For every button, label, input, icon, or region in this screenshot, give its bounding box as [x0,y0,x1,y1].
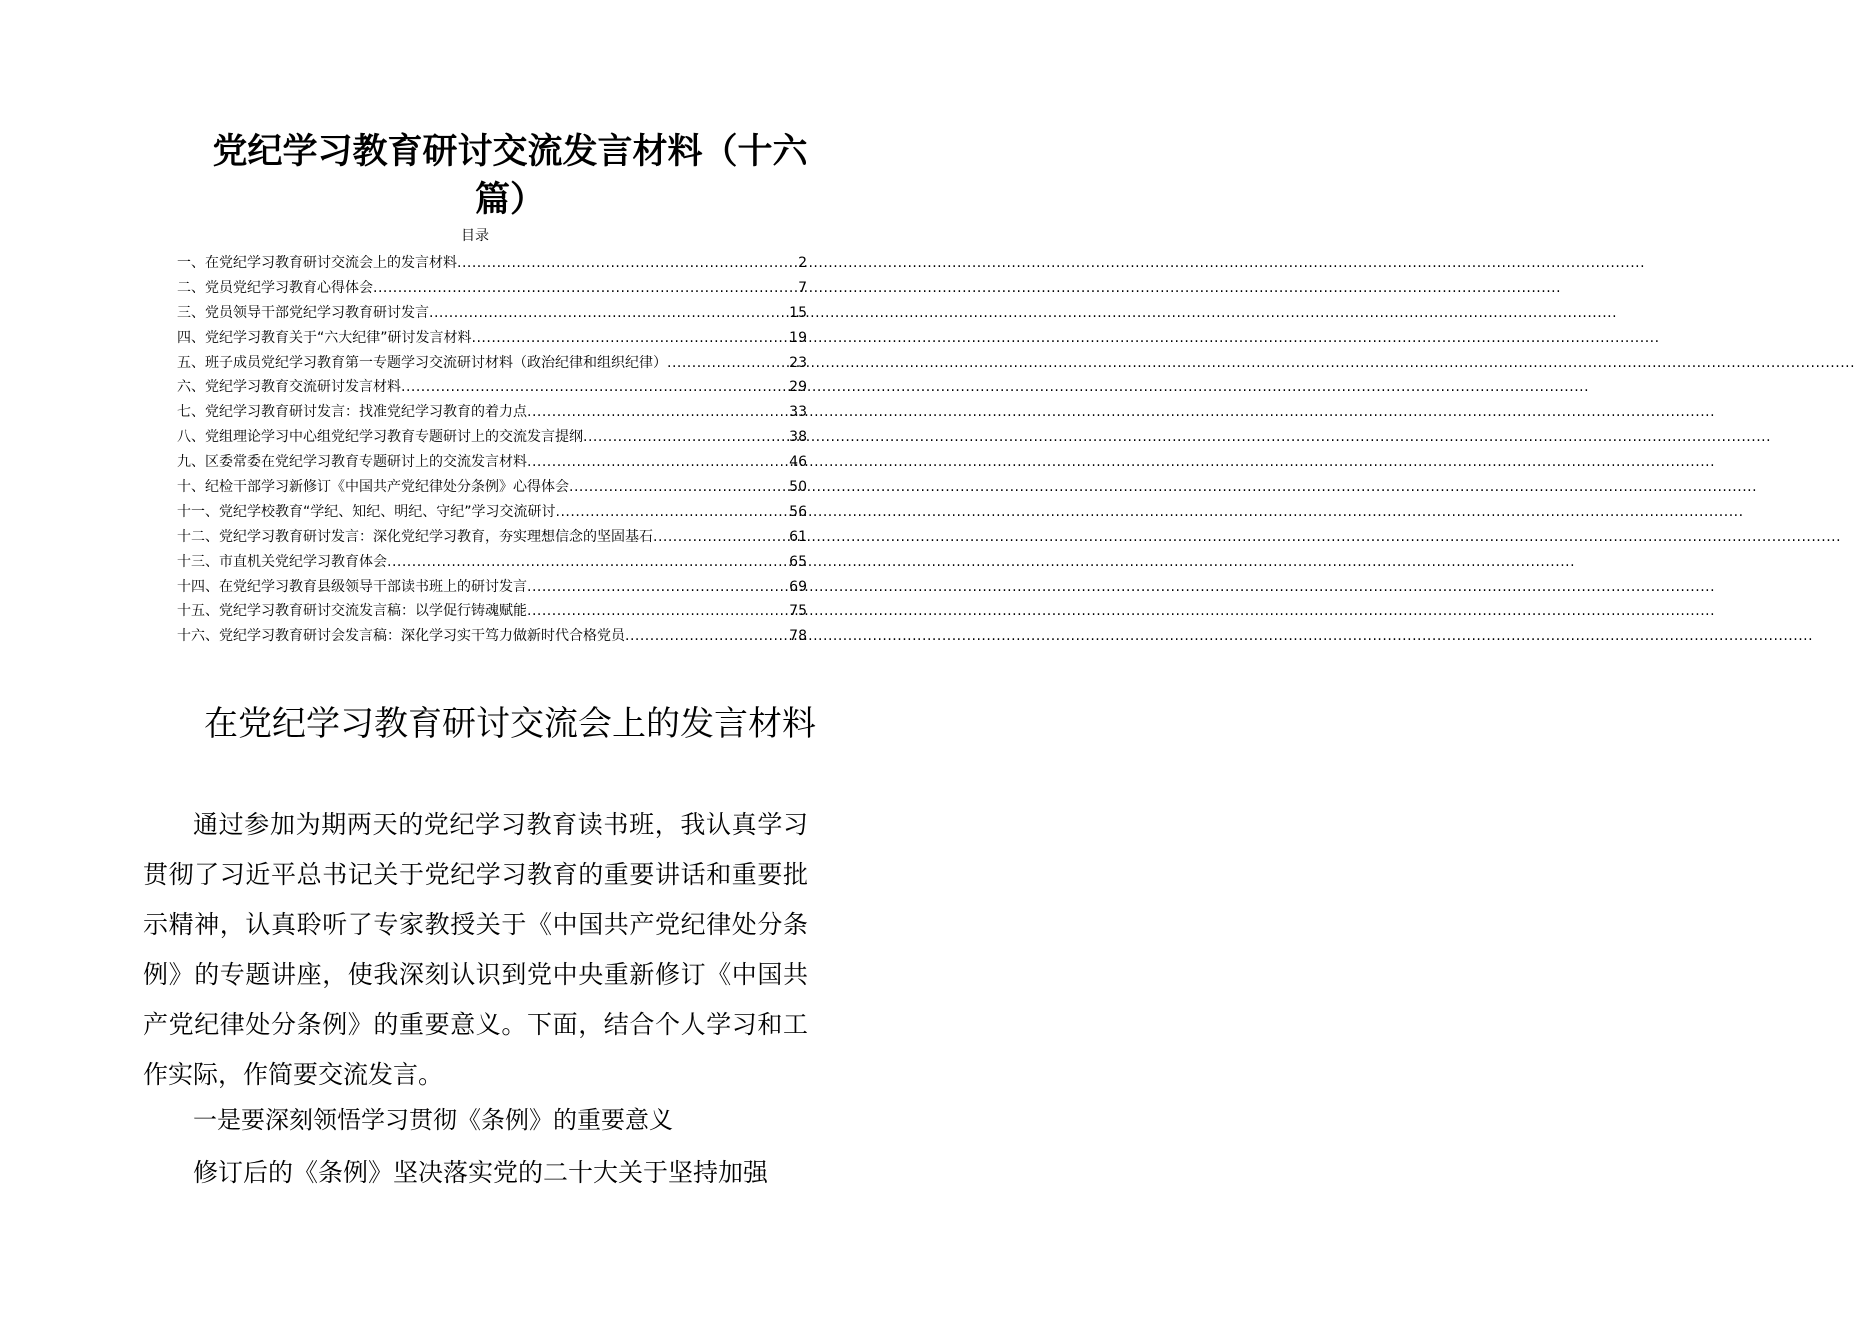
toc-entry-page: 2 [798,255,807,271]
toc-leader-dots [387,550,789,575]
toc-entry[interactable] [177,400,807,425]
toc-leader-dots [527,599,789,624]
section-title: 在党纪学习教育研讨交流会上的发言材料 [204,704,816,744]
body-paragraph-continued: 修订后的《条例》坚决落实党的二十大关于坚持加强 [193,1158,769,1187]
body-paragraph: 通过参加为期两天的党纪学习教育读书班，我认真学习贯彻了习近平总书记关于党纪学习教育的重要讲话和重要批示精神，认真聆听了专家教授关于《中国共产党纪律处分条例》的专题讲座，使我深刻认识到党中央重新修订《中国共产党纪律处分条例》的重要意义。下面，结合个人学习和工作实际，作简要交流发言。 [143,810,808,1089]
toc-leader-dots [457,251,798,276]
toc-entry[interactable] [177,599,807,624]
document-title: 党纪学习教育研讨交流发言材料（十六篇） [212,132,808,220]
toc-heading: 目录 [461,228,489,244]
toc-entry[interactable] [177,326,807,351]
toc-entry-page: 23 [789,354,807,371]
toc-leader-dots [527,450,789,475]
toc-entry[interactable] [177,624,807,649]
toc-entry-text: 七、党纪学习教育研讨发言：找准党纪学习教育的着力点 [177,404,527,421]
toc-entry-page: 38 [789,429,807,446]
toc-entry[interactable] [177,375,807,400]
toc-leader-dots [527,575,789,600]
toc-entry[interactable] [177,450,807,475]
table-of-contents [177,251,807,649]
toc-entry-text: 一、在党纪学习教育研讨交流会上的发言材料 [177,255,457,271]
toc-entry-page: 33 [789,404,807,421]
toc-entry-text: 六、党纪学习教育交流研讨发言材料 [177,379,401,396]
toc-entry[interactable] [177,425,807,450]
toc-leader-dots [653,525,789,550]
toc-entry-text: 十一、党纪学校教育“学纪、知纪、明纪、守纪”学习交流研讨 [177,503,556,520]
toc-entry-text: 十四、在党纪学习教育县级领导干部读书班上的研讨发言 [177,578,527,595]
toc-leader-dots [527,400,789,425]
toc-entry-page: 50 [789,479,807,496]
toc-entry[interactable] [177,525,807,550]
toc-entry-page: 69 [789,578,807,595]
toc-entry[interactable] [177,276,807,301]
toc-leader-dots [569,475,789,500]
toc-entry-text: 十五、党纪学习教育研讨交流发言稿：以学促行铸魂赋能 [177,603,527,620]
toc-entry[interactable] [177,251,807,276]
toc-entry-text: 八、党组理论学习中心组党纪学习教育专题研讨上的交流发言提纲 [177,429,583,446]
toc-entry[interactable] [177,575,807,600]
toc-entry-text: 三、党员领导干部党纪学习教育研讨发言 [177,304,429,321]
toc-entry[interactable] [177,550,807,575]
toc-entry-page: 29 [789,379,807,396]
toc-entry-page: 56 [789,503,807,520]
toc-entry-page: 78 [789,628,807,645]
toc-leader-dots [583,425,789,450]
toc-entry-page: 19 [789,329,807,346]
toc-leader-dots [401,375,789,400]
toc-entry[interactable] [177,475,807,500]
toc-entry-text: 五、班子成员党纪学习教育第一专题学习交流研讨材料（政治纪律和组织纪律） [177,354,667,371]
toc-entry-page: 75 [789,603,807,620]
toc-entry-text: 十、纪检干部学习新修订《中国共产党纪律处分条例》心得体会 [177,479,569,496]
toc-entry[interactable] [177,351,807,376]
toc-entry-text: 四、党纪学习教育关于“六大纪律”研讨发言材料 [177,329,472,346]
toc-entry-text: 十三、市直机关党纪学习教育体会 [177,553,387,570]
toc-leader-dots [556,500,790,525]
toc-leader-dots [472,326,790,351]
toc-entry-page: 7 [798,279,807,296]
toc-entry-page: 15 [789,304,807,321]
toc-entry-text: 二、党员党纪学习教育心得体会 [177,279,373,296]
toc-leader-dots [625,624,789,649]
toc-entry[interactable] [177,500,807,525]
toc-leader-dots [373,276,798,301]
toc-entry[interactable] [177,301,807,326]
toc-entry-page: 61 [789,528,807,545]
toc-entry-text: 十二、党纪学习教育研讨发言：深化党纪学习教育，夯实理想信念的坚固基石 [177,528,653,545]
toc-entry-text: 十六、党纪学习教育研讨会发言稿：深化学习实干笃力做新时代合格党员 [177,628,625,645]
toc-leader-dots [667,351,789,376]
toc-entry-page: 46 [789,454,807,471]
toc-entry-text: 九、区委常委在党纪学习教育专题研讨上的交流发言材料 [177,454,527,471]
toc-entry-page: 65 [789,553,807,570]
section-subheading: 一是要深刻领悟学习贯彻《条例》的重要意义 [193,1106,673,1134]
toc-leader-dots [429,301,789,326]
